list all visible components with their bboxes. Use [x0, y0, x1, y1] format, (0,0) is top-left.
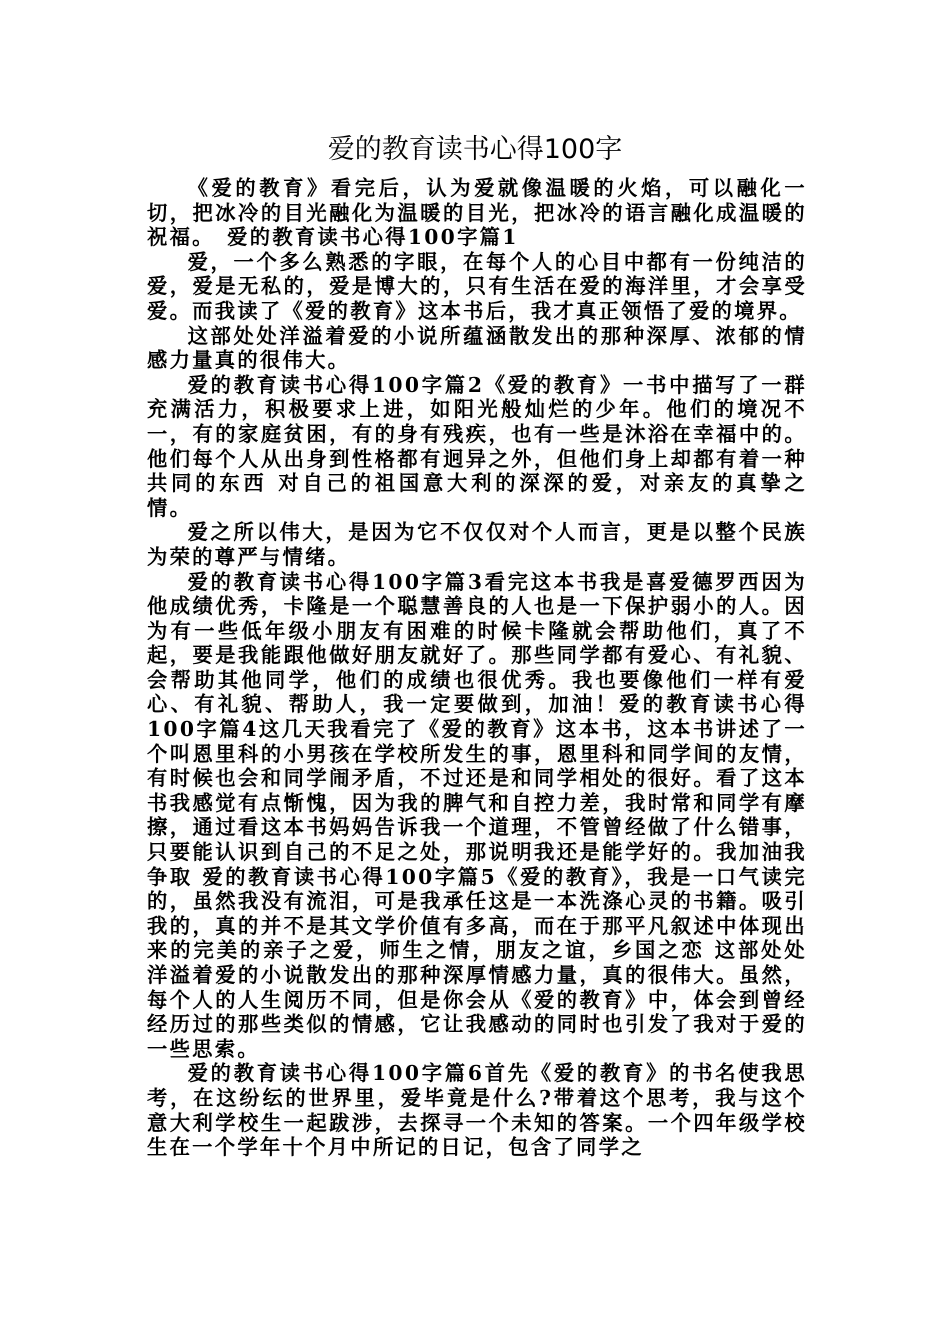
paragraph: 这部处处洋溢着爱的小说所蕴涵散发出的那种深厚、浓郁的情感力量真的很伟大。 — [147, 323, 807, 373]
paragraph: 爱之所以伟大，是因为它不仅仅对个人而言，更是以整个民族为荣的尊严与情绪。 — [147, 520, 807, 569]
paragraph: 《爱的教育》看完后，认为爱就像温暖的火焰，可以融化一切，把冰冷的目光融化为温暖的目光，把冰冷的语言融化成温暖的祝福。 爱的教育读书心得100字篇1 — [147, 176, 807, 250]
paragraph: 爱的教育读书心得100字篇2《爱的教育》一书中描写了一群充满活力，积极要求上进，如阳光般灿烂的少年。他们的境况不一，有的家庭贫困，有的身有残疾，也有一些是沐浴在幸福中的。他们每个人从出身到性格都有迥异之外，但他们身上却都有着一种共同的东西 对自己的祖国意大利的深深的爱，对亲友的真挚之情。 — [147, 372, 807, 520]
paragraph: 爱，一个多么熟悉的字眼，在每个人的心目中都有一份纯洁的爱，爱是无私的，爱是博大的，只有生活在爱的海洋里，才会享受爱。而我读了《爱的教育》这本书后，我才真正领悟了爱的境界。 — [147, 249, 807, 323]
paragraph: 爱的教育读书心得100字篇3看完这本书我是喜爱德罗西因为他成绩优秀，卡隆是一个聪慧善良的人也是一下保护弱小的人。因为有一些低年级小朋友有困难的时候卡隆就会帮助他们，真了不起，要是我能跟他做好朋友就好了。那些同学都有爱心、有礼貌、会帮助其他同学，他们的成绩也很优秀。我也要像他们一样有爱心、有礼貌、帮助人，我一定要做到，加油！爱的教育读书心得100字篇4这几天我看完了《爱的教育》这本书，这本书讲述了一个叫恩里科的小男孩在学校所发生的事，恩里科和同学间的友情，有时候也会和同学闹矛盾，不过还是和同学相处的很好。看了这本书我感觉有点惭愧，因为我的脾气和自控力差，我时常和同学有摩擦，通过看这本书妈妈告诉我一个道理，不管曾经做了什么错事，只要能认识到自己的不足之处，那说明我还是能学好的。我加油我争取 爱的教育读书心得100字篇5《爱的教育》，我是一口气读完的，虽然我没有流泪，可是我承任这是一本洗涤心灵的书籍。吸引我的，真的并不是其文学价值有多高，而在于那平凡叙述中体现出来的完美的亲子之爱，师生之情，朋友之谊，乡国之恋 这部处处洋溢着爱的小说散发出的那种深厚情感力量，真的很伟大。虽然，每个人的人生阅历不同，但是你会从《爱的教育》中，体会到曾经经历过的那些类似的情感，它让我感动的同时也引发了我对于爱的一些思索。 — [147, 569, 807, 1061]
document-title: 爱的教育读书心得100字 — [327, 134, 623, 165]
paragraph: 爱的教育读书心得100字篇6首先《爱的教育》的书名使我思考，在这纷纭的世界里，爱毕竟是什么?带着这个思考，我与这个意大利学校生一起跋涉，去探寻一个未知的答案。一个四年级学校生在一个学年十个月中所记的日记，包含了同学之 — [147, 1061, 807, 1160]
document-body — [147, 176, 807, 1160]
